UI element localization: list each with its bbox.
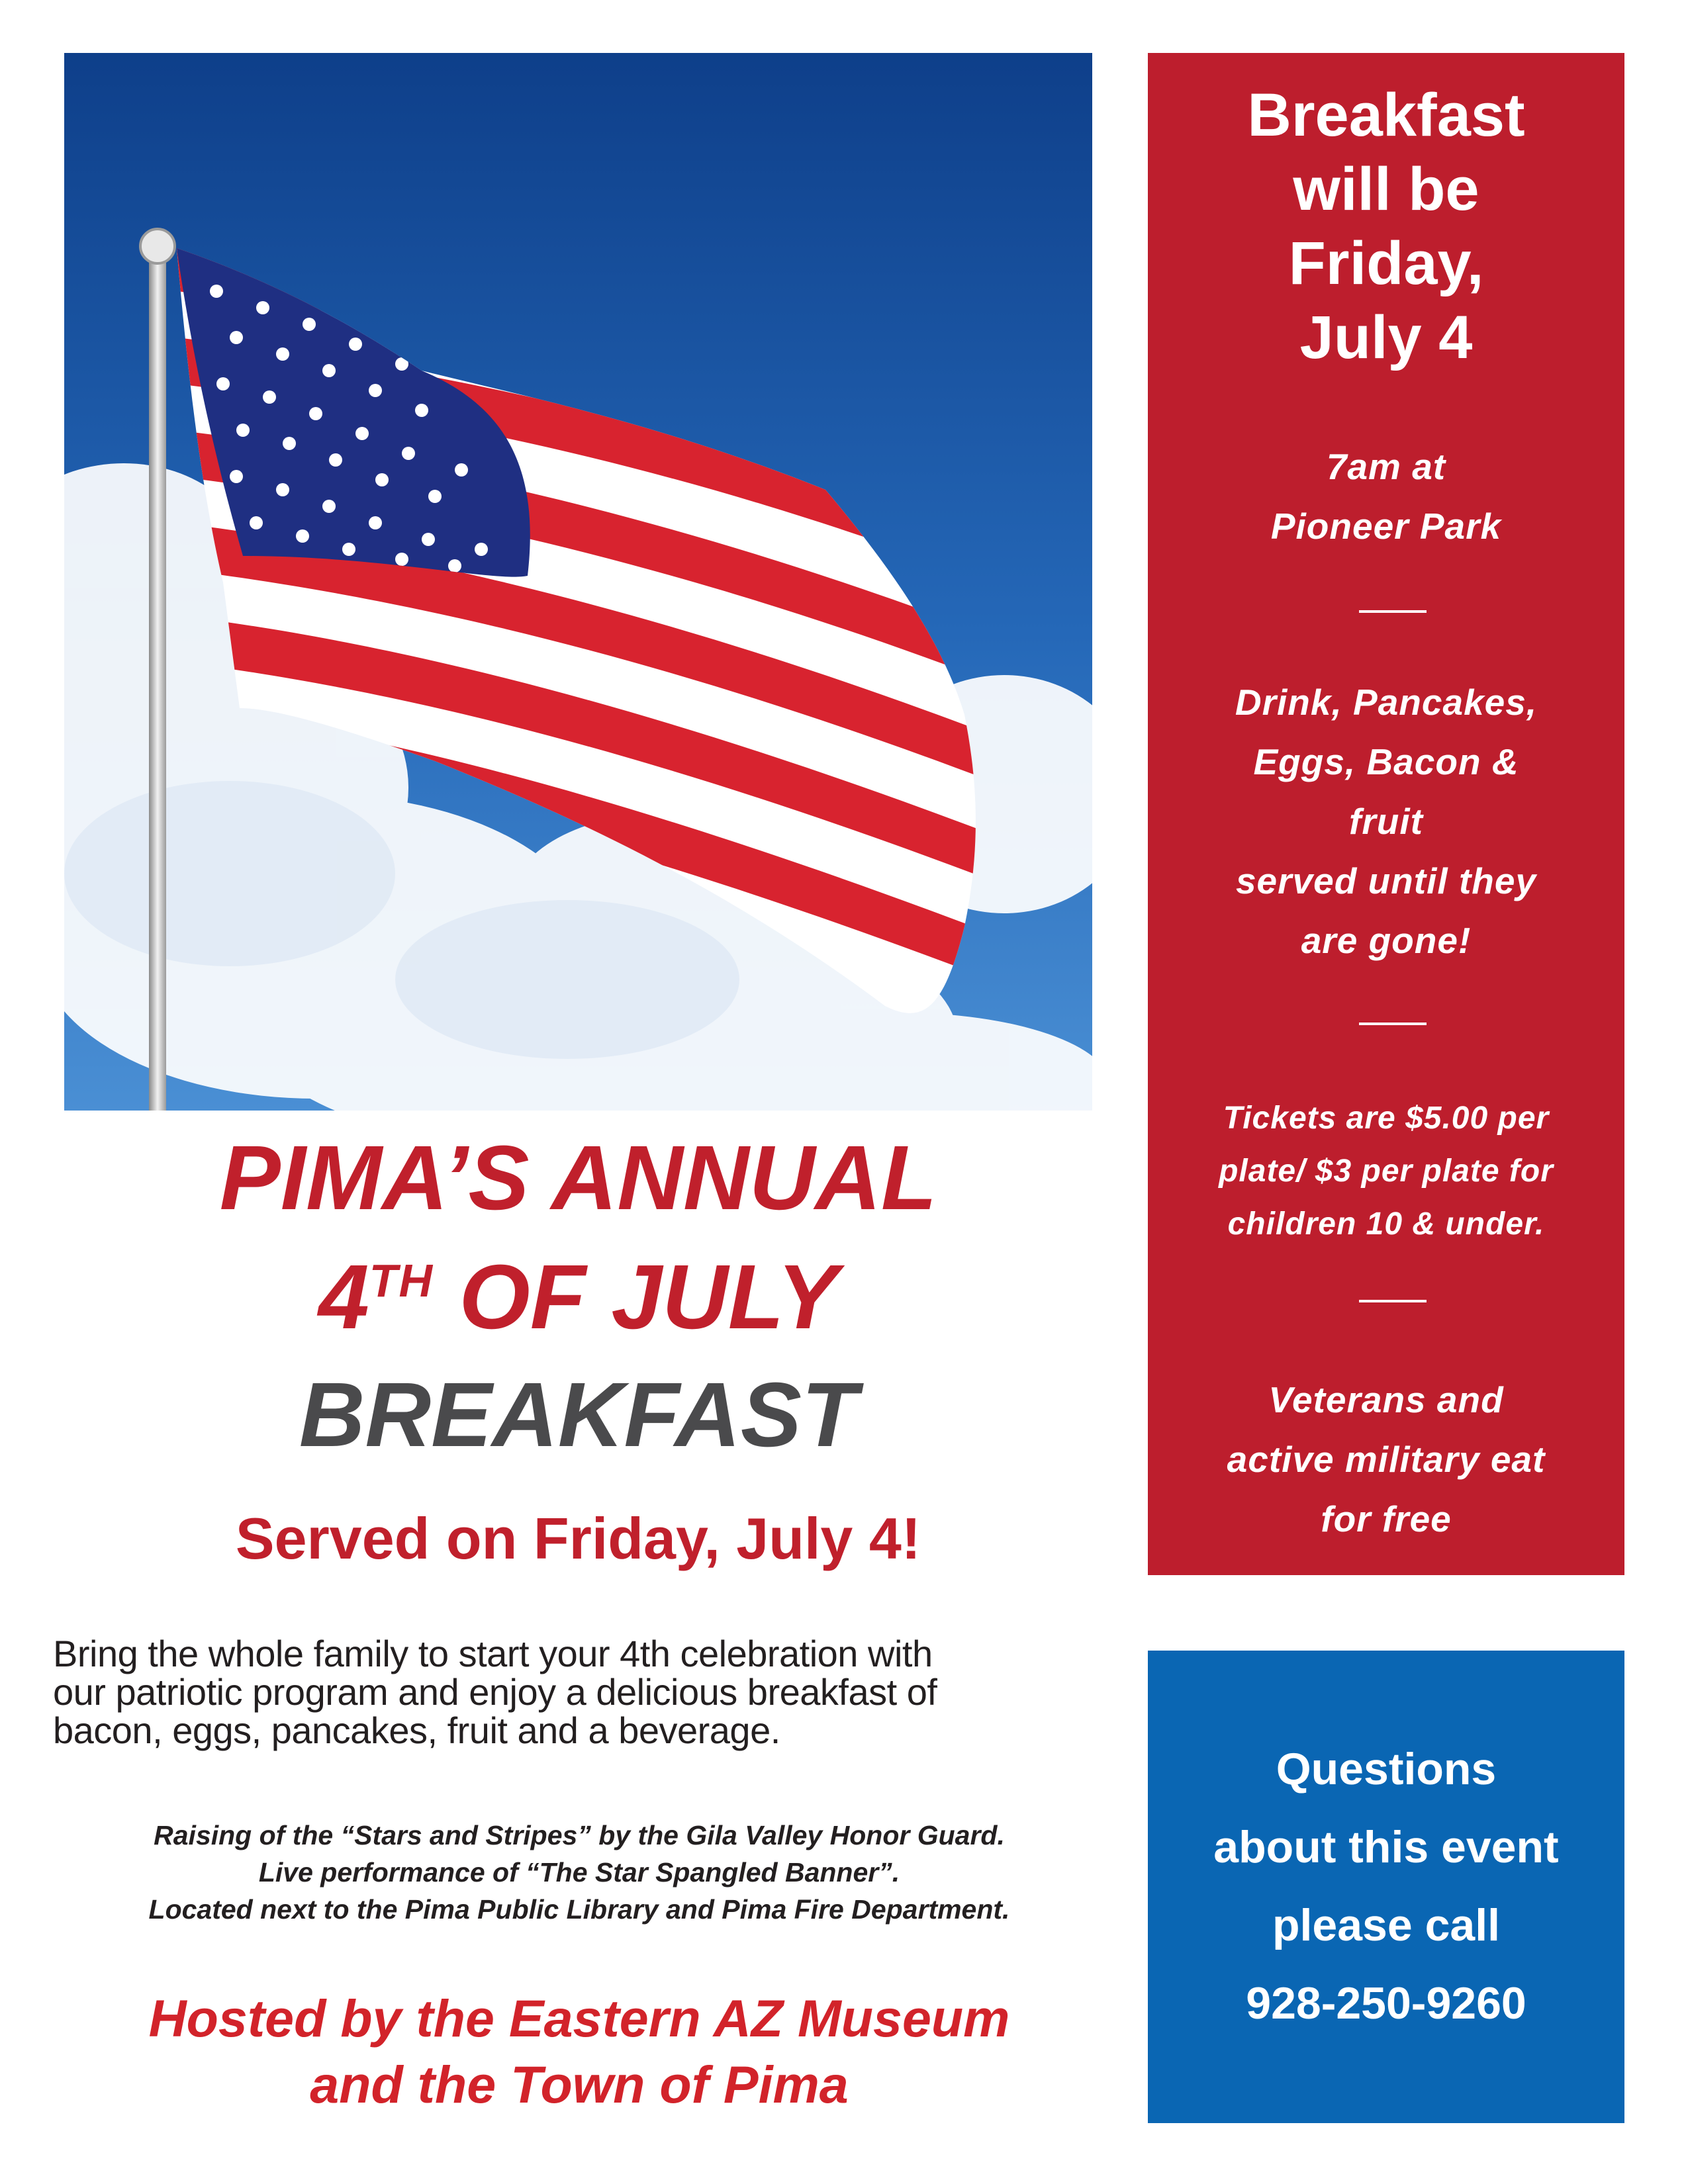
- contact-line: Questions: [1276, 1744, 1497, 1794]
- program-details: [40, 1817, 1119, 1928]
- menu-line: Eggs, Bacon &: [1253, 741, 1519, 782]
- menu-line: served until they: [1235, 860, 1537, 901]
- program-line: Located next to the Pima Public Library and Pima Fire Department.: [148, 1894, 1010, 1925]
- veterans-note: [1161, 1370, 1611, 1549]
- page-title-line3: BREAKFAST: [299, 1364, 858, 1466]
- ticket-line: children 10 & under.: [1227, 1206, 1545, 1242]
- ordinal-suffix: TH: [369, 1255, 434, 1306]
- divider: [1359, 1023, 1427, 1025]
- hosted-line: Hosted by the Eastern AZ Museum: [148, 1989, 1010, 2048]
- title-text: OF JULY: [434, 1246, 838, 1348]
- description-line: Bring the whole family to start your 4th celebration with: [53, 1633, 933, 1674]
- breakfast-date-headline: [1148, 78, 1624, 375]
- headline-line: July 4: [1299, 304, 1473, 371]
- page-title-line1: PIMA’S ANNUAL: [219, 1127, 937, 1229]
- veterans-line: active military eat: [1227, 1439, 1546, 1480]
- contact-panel: [1148, 1651, 1624, 2123]
- headline-line: Friday,: [1288, 230, 1484, 297]
- time-location: [1161, 437, 1611, 556]
- ticket-line: plate/ $3 per plate for: [1219, 1154, 1554, 1189]
- veterans-line: for free: [1321, 1498, 1452, 1539]
- served-date: Served on Friday, July 4!: [235, 1506, 921, 1571]
- headline-line: Breakfast: [1247, 81, 1525, 149]
- ordinal-number: 4: [318, 1246, 369, 1348]
- american-flag-photo: [64, 53, 1092, 1111]
- ticket-line: Tickets are $5.00 per: [1223, 1101, 1550, 1136]
- phone-number: 928-250-9260: [1246, 1978, 1526, 2028]
- menu-line: are gone!: [1301, 920, 1472, 961]
- hosted-line: and the Town of Pima: [310, 2055, 849, 2114]
- menu-description: [1161, 672, 1611, 970]
- menu-line: fruit: [1349, 801, 1423, 842]
- american-flag-icon: [64, 53, 1092, 1111]
- divider: [1359, 610, 1427, 613]
- divider: [1359, 1300, 1427, 1302]
- contact-line: please call: [1272, 1900, 1501, 1950]
- program-line: Raising of the “Stars and Stripes” by the Gila Valley Honor Guard.: [154, 1820, 1005, 1850]
- description-line: our patriotic program and enjoy a delicious breakfast of: [53, 1671, 937, 1713]
- contact-line: about this event: [1213, 1822, 1559, 1872]
- location-line: Pioneer Park: [1270, 506, 1502, 547]
- description-line: bacon, eggs, pancakes, fruit and a beverage.: [53, 1709, 780, 1751]
- event-description: [53, 1635, 1125, 1750]
- program-line: Live performance of “The Star Spangled Banner”.: [258, 1857, 900, 1888]
- ticket-prices: [1161, 1092, 1611, 1251]
- event-details-panel: [1148, 53, 1624, 1575]
- headline-line: will be: [1293, 156, 1479, 223]
- time-line: 7am at: [1326, 446, 1446, 487]
- veterans-line: Veterans and: [1268, 1379, 1504, 1420]
- hosted-by: [40, 1985, 1119, 2118]
- page-title-line2: [64, 1244, 1092, 1365]
- menu-line: Drink, Pancakes,: [1235, 682, 1538, 723]
